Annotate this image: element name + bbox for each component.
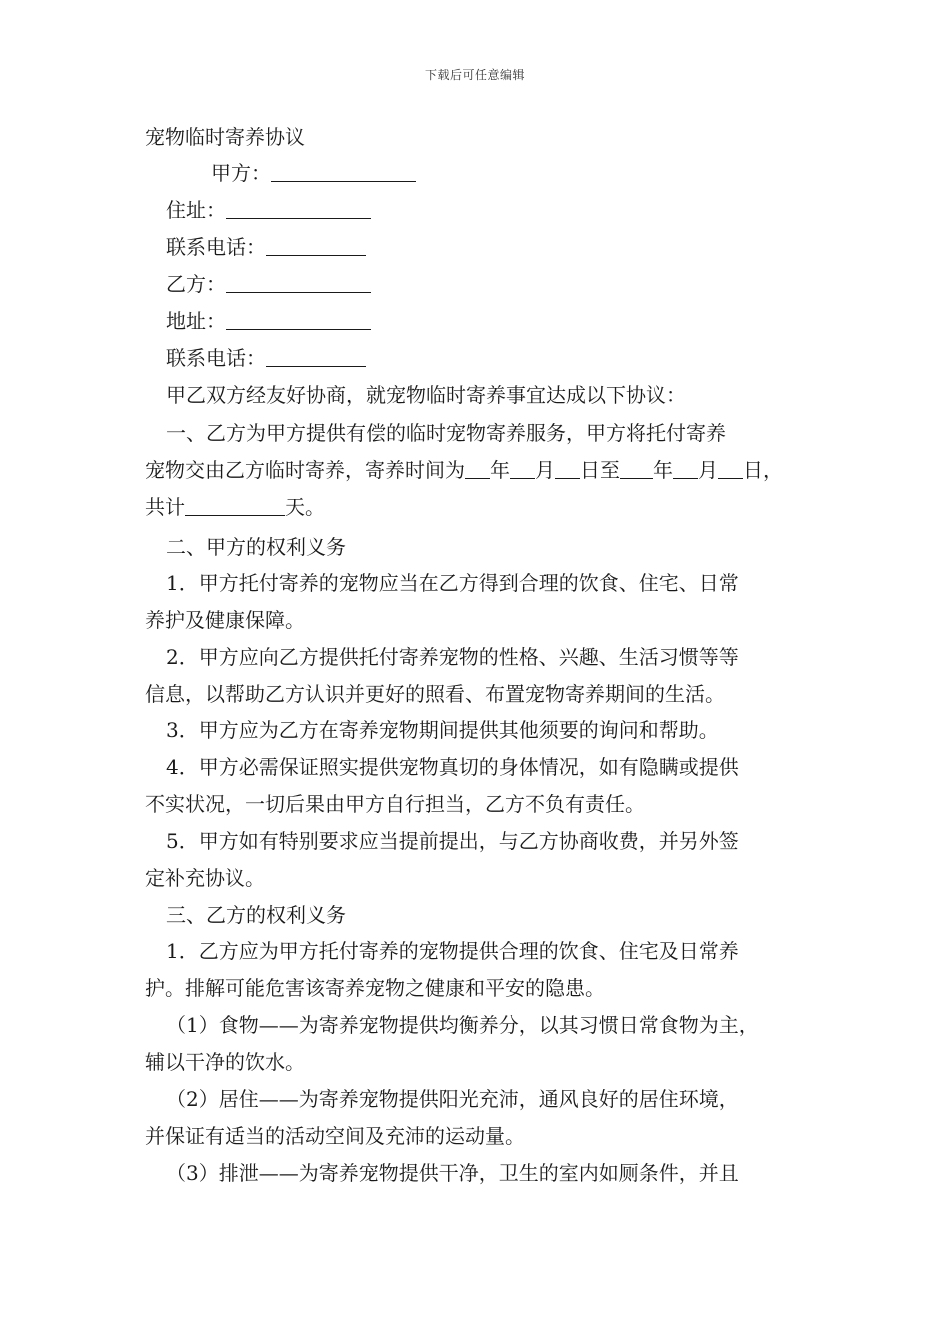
party-a-label: 甲方： (211, 161, 271, 185)
s1-total-label: 共计 (145, 495, 185, 519)
s1-period-label: 宠物交由乙方临时寄养，寄养时间为 (145, 458, 465, 482)
address-b-blank (226, 309, 371, 330)
address-a-label: 住址： (166, 198, 226, 222)
total-days-blank (185, 495, 285, 516)
address-b-label: 地址： (166, 309, 226, 333)
section2-title: 二、甲方的权利义务 (166, 535, 346, 559)
s1-day-to: 日至 (580, 458, 620, 482)
end-day-blank (718, 458, 743, 479)
s3-sub2-line2: 并保证有适当的活动空间及充沛的运动量。 (145, 1124, 525, 1148)
s1-month-end: 月 (698, 458, 718, 482)
s2-item5-line1: 5．甲方如有特别要求应当提前提出，与乙方协商收费，并另外签 (166, 829, 739, 853)
s3-sub1-line1: （1）食物——为寄养宠物提供均衡养分，以其习惯日常食物为主， (166, 1013, 759, 1037)
s2-item1-line1: 1．甲方托付寄养的宠物应当在乙方得到合理的饮食、住宅、日常 (166, 571, 739, 595)
s2-item4-line2: 不实状况，一切后果由甲方自行担当，乙方不负有责任。 (145, 792, 645, 816)
phone-b-blank (266, 346, 366, 367)
s1-day-end: 日， (743, 458, 783, 482)
intro-text: 甲乙双方经友好协商，就宠物临时寄养事宜达成以下协议： (166, 383, 686, 407)
party-b-blank (226, 272, 371, 293)
section3-title: 三、乙方的权利义务 (166, 903, 346, 927)
s2-item4-line1: 4．甲方必需保证照实提供宠物真切的身体情况，如有隐瞒或提供 (166, 755, 739, 779)
address-b-line (166, 308, 371, 334)
s1-year-end: 年 (653, 458, 673, 482)
section1-line3 (145, 494, 325, 520)
s2-item1-line2: 养护及健康保障。 (145, 608, 305, 632)
s2-item2-line1: 2．甲方应向乙方提供托付寄养宠物的性格、兴趣、生活习惯等等 (166, 645, 739, 669)
party-b-line (166, 271, 371, 297)
section1-line2 (145, 457, 783, 483)
s3-sub3-line1: （3）排泄——为寄养宠物提供干净，卫生的室内如厕条件，并且 (166, 1161, 739, 1185)
s1-days-unit: 天。 (285, 495, 325, 519)
s2-item3: 3．甲方应为乙方在寄养宠物期间提供其他须要的询问和帮助。 (166, 718, 719, 742)
start-year-blank (465, 458, 490, 479)
address-a-blank (226, 198, 371, 219)
phone-b-label: 联系电话： (166, 346, 266, 370)
start-day-blank (555, 458, 580, 479)
s3-item1-line2: 护。排解可能危害该寄养宠物之健康和平安的隐患。 (145, 976, 605, 1000)
s2-item5-line2: 定补充协议。 (145, 866, 265, 890)
party-a-line (211, 160, 416, 186)
start-month-blank (510, 458, 535, 479)
phone-a-blank (266, 235, 366, 256)
end-year-blank (620, 458, 653, 479)
s2-item2-line2: 信息，以帮助乙方认识并更好的照看、布置宠物寄养期间的生活。 (145, 682, 725, 706)
end-month-blank (673, 458, 698, 479)
doc-title: 宠物临时寄养协议 (145, 125, 305, 149)
s1-month: 月 (535, 458, 555, 482)
s3-sub1-line2: 辅以干净的饮水。 (145, 1050, 305, 1074)
phone-a-label: 联系电话： (166, 235, 266, 259)
party-b-label: 乙方： (166, 272, 226, 296)
s3-item1-line1: 1．乙方应为甲方托付寄养的宠物提供合理的饮食、住宅及日常养 (166, 939, 739, 963)
s1-year: 年 (490, 458, 510, 482)
header-note: 下载后可任意编辑 (424, 68, 525, 82)
phone-a-line (166, 234, 366, 260)
phone-b-line (166, 345, 366, 371)
section1-line1: 一、乙方为甲方提供有偿的临时宠物寄养服务，甲方将托付寄养 (166, 421, 726, 445)
address-a-line (166, 197, 371, 223)
party-a-blank (271, 161, 416, 182)
s3-sub2-line1: （2）居住——为寄养宠物提供阳光充沛，通风良好的居住环境， (166, 1087, 739, 1111)
